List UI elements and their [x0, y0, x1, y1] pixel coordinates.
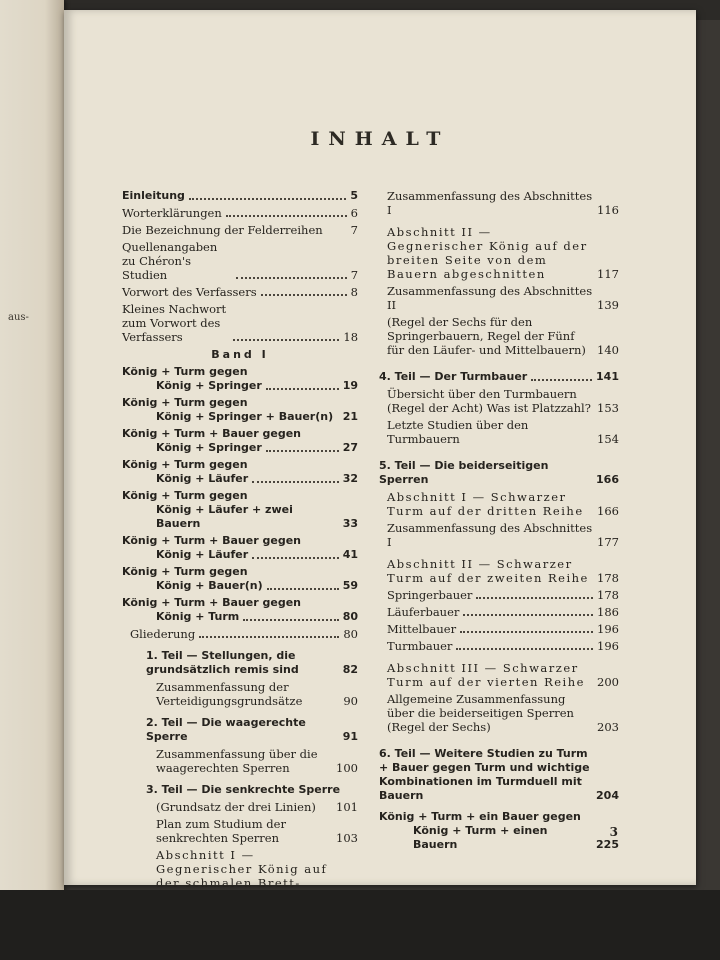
toc-entry-title: Mittelbauer	[387, 622, 457, 636]
toc-entry-title: 2. Teil — Die waagerechte Sperre	[146, 716, 306, 743]
toc-page-number: 116	[597, 203, 619, 217]
toc-entry	[122, 489, 358, 531]
section-heading-band: Band I	[211, 348, 269, 361]
toc-entry-title: Abschnitt I — Gegnerischer König auf der schmalen Brett-	[156, 848, 328, 890]
toc-entry	[379, 622, 619, 636]
toc-entry-line1: König + Turm + Bauer gegen	[122, 427, 301, 440]
toc-entry-line2: König + Turm + einen Bauern	[413, 824, 548, 851]
toc-page-number: 225	[596, 838, 619, 851]
toc-page-number: 178	[597, 571, 619, 585]
toc-page-number: 203	[597, 720, 619, 734]
toc-entry	[379, 810, 619, 852]
toc-entry	[122, 396, 358, 424]
toc-page-number: 82	[342, 663, 358, 676]
toc-entry-line1: König + Turm gegen	[122, 396, 248, 409]
toc-entry-title: 6. Teil — Weitere Studien zu Turm + Bauer gegen Turm und wichtige Kombinationen im Turmduell mit Bauern	[379, 747, 590, 802]
toc-entry	[122, 223, 358, 237]
toc-entry	[379, 315, 619, 357]
toc-entry-title: Plan zum Studium der senkrechten Sperren	[156, 817, 286, 845]
toc-page-number: 140	[597, 343, 619, 357]
toc-entry-title: Abschnitt III — Schwarzer Turm auf der vierten Reihe	[387, 661, 585, 689]
toc-entry	[379, 225, 619, 281]
toc-page-number: 6	[350, 206, 358, 220]
toc-entry-line2: König + Bauer(n)	[156, 579, 263, 592]
toc-entry	[122, 365, 358, 393]
toc-page-number: 19	[342, 379, 358, 392]
toc-entry-title: Abschnitt II — Gegnerischer König auf der breiten Seite von dem Bauern abgeschnitten	[387, 225, 588, 281]
toc-entry	[122, 285, 358, 299]
toc-entry-line2: König + Läufer	[156, 548, 249, 561]
toc-entry-line1: König + Turm + ein Bauer gegen	[379, 810, 581, 823]
toc-entry	[379, 557, 619, 585]
toc-page-number: 200	[597, 675, 619, 689]
toc-entry-line1: König + Turm + Bauer gegen	[122, 534, 301, 547]
toc-entry-title: Zusammenfassung des Abschnittes I	[387, 189, 593, 217]
book-page	[64, 10, 696, 890]
toc-entry	[379, 661, 619, 689]
toc-page-number: 59	[342, 579, 358, 592]
toc-page-number: 80	[342, 610, 358, 623]
toc-entry	[122, 817, 358, 845]
toc-entry-line1: König + Turm + Bauer gegen	[122, 596, 301, 609]
toc-entry-title: Läuferbauer	[387, 605, 460, 619]
toc-page-number: 186	[597, 605, 619, 619]
toc-page-number: 5	[350, 189, 358, 202]
toc-page-number: 153	[597, 401, 619, 415]
toc-entry	[122, 680, 358, 708]
toc-page-number: 33	[342, 517, 358, 530]
toc-entry	[379, 418, 619, 446]
toc-entry-title: Die Bezeichnung der Felderreihen	[122, 223, 323, 237]
toc-entry	[379, 639, 619, 653]
toc-entry	[122, 302, 358, 344]
toc-entry-title: Zusammenfassung des Abschnittes I	[387, 521, 593, 549]
toc-entry	[122, 596, 358, 624]
toc-page-number: 196	[597, 639, 619, 653]
toc-entry-title: Einleitung	[122, 189, 185, 202]
toc-entry	[379, 459, 619, 487]
toc-page-number: 8	[350, 285, 358, 299]
toc-entry-title: Quellenangaben zu Chéron's Studien	[122, 240, 218, 282]
toc-page-number: 154	[597, 432, 619, 446]
toc-entry	[379, 605, 619, 619]
toc-entry-title: (Regel der Sechs für den Springerbauern, Regel der Fünf für den Läufer- und Mittelbauern)	[387, 315, 586, 357]
toc-entry-title: Abschnitt I — Schwarzer Turm auf der dritten Reihe	[387, 490, 584, 518]
toc-page-number: 166	[596, 473, 619, 486]
toc-entry-title: (Grundsatz der drei Linien)	[156, 800, 316, 814]
toc-page-number: 177	[597, 535, 619, 549]
toc-entry	[122, 206, 358, 220]
toc-entry-line2: König + Turm	[156, 610, 240, 623]
toc-entry	[122, 800, 358, 814]
toc-entry-line2: König + Läufer	[156, 472, 249, 485]
toc-entry	[122, 649, 358, 677]
toc-entry-title: 5. Teil — Die beiderseitigen Sperren	[379, 459, 549, 486]
toc-entry-title: Worterklärungen	[122, 206, 222, 220]
toc-page-number: 178	[597, 588, 619, 602]
toc-entry	[379, 284, 619, 312]
toc-entry-title: Kleines Nachwort zum Vorwort des Verfassers	[122, 302, 227, 344]
toc-entry-title: 3. Teil — Die senkrechte Sperre	[146, 783, 341, 796]
toc-page-number: 101	[336, 800, 358, 814]
toc-entry	[122, 716, 358, 744]
toc-page-number: 21	[342, 410, 358, 423]
toc-entry-title: Gliederung	[130, 627, 196, 641]
toc-entry-title: Turmbauer	[387, 639, 453, 653]
toc-page-number: 166	[597, 504, 619, 518]
toc-page-number: 7	[350, 268, 359, 282]
toc-entry-title: Zusammenfassung über die waagerechten Sperren	[156, 747, 318, 775]
toc-entry-title: Zusammenfassung des Abschnittes II	[387, 284, 593, 312]
toc-entry-title: Abschnitt II — Schwarzer Turm auf der zweiten Reihe	[387, 557, 589, 585]
toc-entry-line1: König + Turm gegen	[122, 458, 248, 471]
toc-entry	[122, 240, 358, 282]
toc-page-number: 141	[596, 370, 619, 383]
toc-page-number: 139	[597, 298, 619, 312]
toc-entry-title: Übersicht über den Turmbauern (Regel der Acht) Was ist Platzzahl?	[387, 387, 591, 415]
toc-entry	[379, 588, 619, 602]
toc-entry-line2: König + Springer	[156, 441, 262, 454]
toc-entry	[122, 534, 358, 562]
toc-entry	[122, 565, 358, 593]
toc-entry-title: Springerbauer	[387, 588, 473, 602]
toc-entry	[122, 189, 358, 203]
toc-entry	[122, 458, 358, 486]
toc-entry	[379, 747, 619, 803]
toc-column-left	[122, 188, 358, 935]
table-surface	[0, 890, 720, 960]
toc-entry-line2: König + Läufer + zwei Bauern	[156, 503, 293, 530]
toc-page-number: 196	[597, 622, 619, 636]
toc-entry	[379, 521, 619, 549]
toc-entry-title: 4. Teil — Der Turmbauer	[379, 370, 528, 383]
toc-entry-title: Zusammenfassung der Verteidigungsgrundsätze	[156, 680, 303, 708]
left-page-text-fragment: aus-	[8, 312, 29, 323]
toc-entry-title: 1. Teil — Stellungen, die grundsätzlich remis sind	[146, 649, 299, 676]
toc-page-number: 41	[342, 548, 358, 561]
toc-entry-line2: König + Springer + Bauer(n)	[156, 410, 334, 423]
toc-entry	[379, 692, 619, 734]
toc-entry-title: Letzte Studien über den Turmbauern	[387, 418, 529, 446]
toc-page-number: 27	[342, 441, 358, 454]
toc-page-number: 100	[336, 761, 358, 775]
toc-page-number: 117	[597, 267, 619, 281]
toc-entry-line1: König + Turm gegen	[122, 489, 248, 502]
toc-page-number: 32	[342, 472, 358, 485]
toc-entry	[122, 747, 358, 775]
toc-entry-title: Allgemeine Zusammenfassung über die beiderseitigen Sperren (Regel der Sechs)	[387, 692, 574, 734]
toc-entry-line1: König + Turm gegen	[122, 365, 248, 378]
toc-page-number: 80	[343, 627, 358, 641]
toc-entry-line2: König + Springer	[156, 379, 262, 392]
toc-column-right	[379, 188, 619, 855]
toc-entry	[379, 387, 619, 415]
left-page-edge	[0, 0, 64, 905]
toc-entry-line1: König + Turm gegen	[122, 565, 248, 578]
toc-entry	[379, 490, 619, 518]
toc-entry	[122, 627, 358, 641]
toc-entry	[379, 189, 619, 217]
toc-page-number: 204	[596, 789, 619, 802]
toc-page-number: 7	[350, 223, 358, 237]
toc-page-number: 90	[343, 694, 358, 708]
toc-entry	[122, 783, 358, 797]
page-number: 3	[609, 825, 618, 839]
toc-entry	[122, 427, 358, 455]
toc-page-number: 103	[336, 831, 358, 845]
toc-entry-title: Vorwort des Verfassers	[122, 285, 257, 299]
page-title: INHALT	[310, 128, 450, 150]
toc-page-number: 18	[343, 330, 359, 344]
toc-page-number: 91	[342, 730, 358, 743]
toc-entry	[379, 370, 619, 384]
